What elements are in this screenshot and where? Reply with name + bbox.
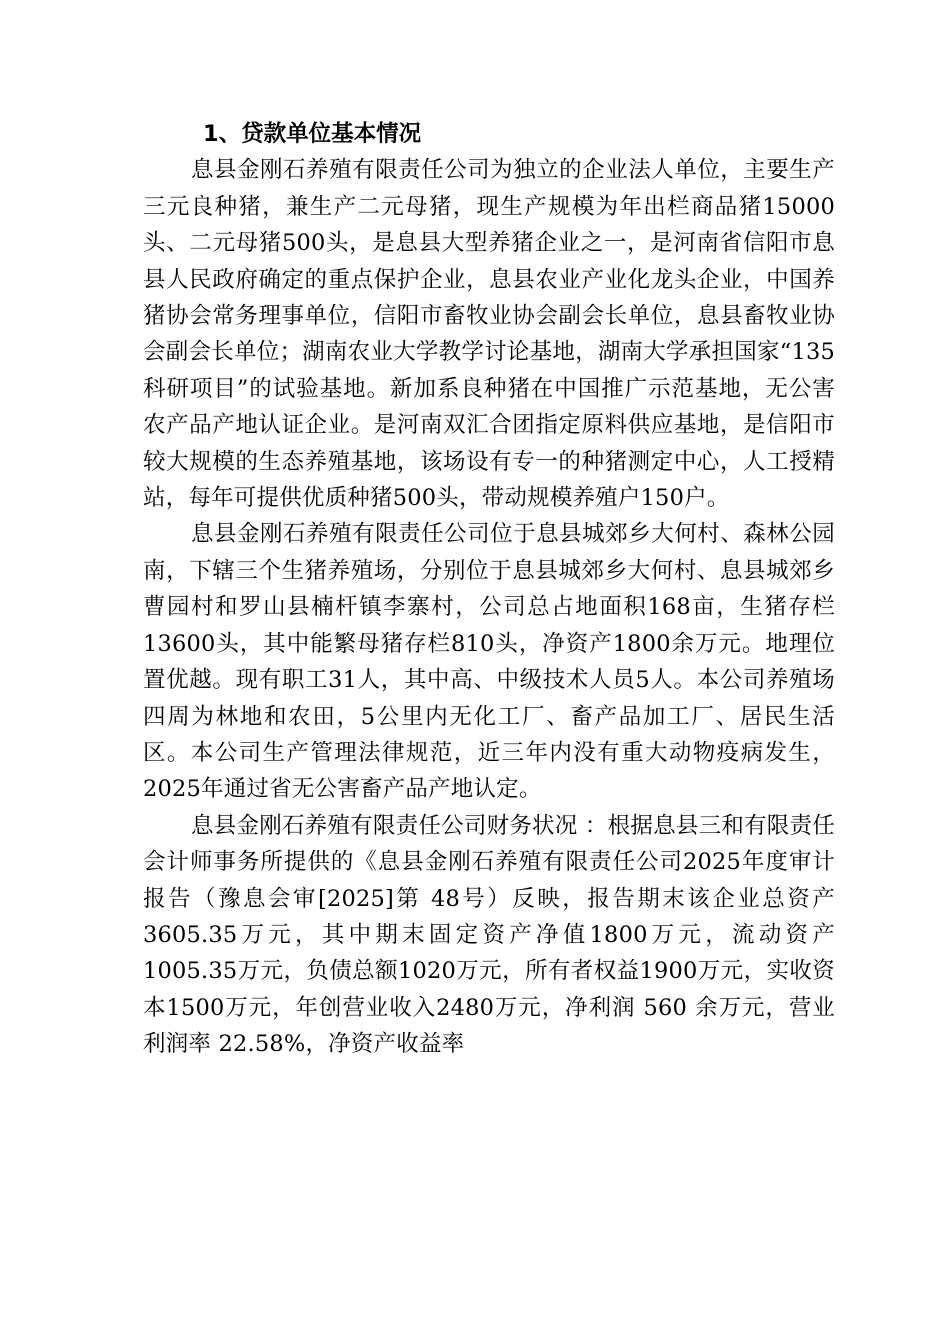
paragraph-company-overview: 息县金刚石养殖有限责任公司为独立的企业法人单位，主要生产三元良种猪，兼生产二元母猪，现生产规模为年出栏商品猪15000头、二元母猪500头，是息县大型养猪企业之一，是河南省信阳市息县人民政府确定的重点保护企业，息县农业产业化龙头企业，中国养猪协会常务理事单位，信阳市畜牧业协会副会长单位，息县畜牧业协会副会长单位；湖南农业大学教学讨论基地，湖南大学承担国家“135科研项目”的试验基地。新加系良种猪在中国推广示范基地，无公害农产品产地认证企业。是河南双汇合团指定原料供应基地，是信阳市较大规模的生态养殖基地，该场设有专一的种猪测定中心，人工授精站，每年可提供优质种猪500头，带动规模养殖户150户。 [143,157,835,512]
paragraph-company-location: 息县金刚石养殖有限责任公司位于息县城郊乡大何村、森林公园南，下辖三个生猪养殖场，分别位于息县城郊乡大何村、息县城郊乡曹园村和罗山县楠杆镇李寨村，公司总占地面积168亩，生猪存栏13600头，其中能繁母猪存栏810头，净资产1800余万元。地理位置优越。现有职工31人，其中高、中级技术人员5人。本公司养殖场四周为林地和农田，5公里内无化工厂、畜产品加工厂、居民生活区。本公司生产管理法律规范，近三年内没有重大动物疫病发生，2025年通过省无公害畜产品产地认定。 [143,521,835,803]
document-body [143,116,835,1063]
section-heading: 1、贷款单位基本情况 [203,121,422,147]
paragraph-financial-status: 息县金刚石养殖有限责任公司财务状况 ：根据息县三和有限责任会计师事务所提供的《息县金刚石养殖有限责任公司2025年度审计报告（豫息会审[2025]第 48号）反映，报告期末该企业总资产 3605.35万元，其中期末固定资产净值1800万元，流动资产1005.35万元，负债总额1020万元，所有者权益1900万元，实收资本1500万元，年创营业收入2480万元，净利润 560 余万元，营业利润率 22.58%，净资产收益率 [143,812,835,1058]
